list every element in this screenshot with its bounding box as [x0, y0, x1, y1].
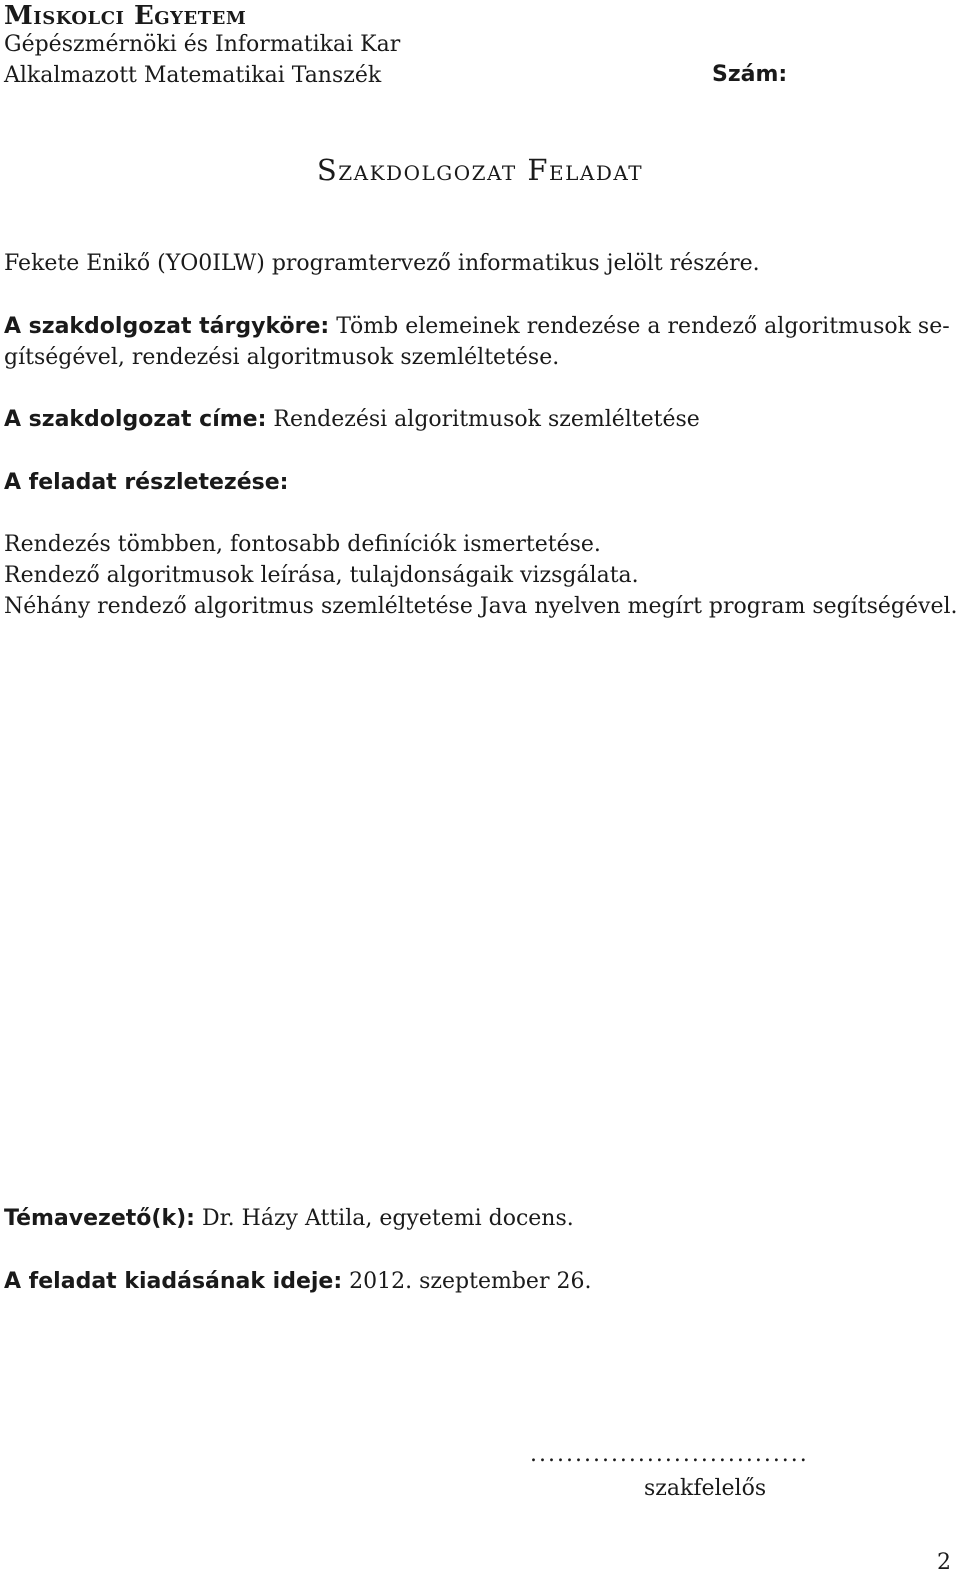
faculty-name: Gépészmérnöki és Informatikai Kar [4, 32, 401, 57]
student-line: Fekete Enikő (YO0ILW) programtervező informatikus jelölt részére. [4, 251, 760, 276]
document-title: Szakdolgozat Feladat [316, 153, 644, 187]
page-number: 2 [937, 1550, 951, 1575]
supervisor-value: Dr. Házy Attila, egyetemi docens. [201, 1206, 574, 1231]
university-name: Miskolci Egyetem [4, 1, 247, 31]
topic-paragraph [4, 313, 950, 341]
supervisor-line [4, 1205, 574, 1233]
details-heading: A feladat részletezése: [4, 470, 289, 495]
thesis-title-value: Rendezési algoritmusok szemléltetése [273, 407, 700, 432]
department-name: Alkalmazott Matematikai Tanszék [4, 63, 382, 88]
detail-line: Rendező algoritmusok leírása, tulajdonságaik vizsgálata. [4, 563, 639, 588]
number-label: Szám: [712, 62, 788, 87]
signature-line: ............................... [530, 1442, 809, 1467]
supervisor-label: Témavezető(k): [4, 1206, 195, 1231]
issue-date-line [4, 1268, 591, 1296]
issue-date-label: A feladat kiadásának ideje: [4, 1269, 343, 1294]
topic-text-line1: Tömb elemeinek rendezése a rendező algoritmusok se- [336, 314, 950, 339]
thesis-title-label: A szakdolgozat címe: [4, 407, 267, 432]
detail-line: Néhány rendező algoritmus szemléltetése Java nyelven megírt program segítségével. [4, 594, 958, 619]
detail-line: Rendezés tömbben, fontosabb definíciók ismertetése. [4, 532, 601, 557]
topic-label: A szakdolgozat tárgyköre: [4, 314, 330, 339]
signature-role: szakfelelős [644, 1476, 767, 1501]
topic-text-line2: gítségével, rendezési algoritmusok szemléltetése. [4, 345, 560, 370]
thesis-title-line [4, 406, 700, 434]
issue-date-value: 2012. szeptember 26. [349, 1269, 592, 1294]
